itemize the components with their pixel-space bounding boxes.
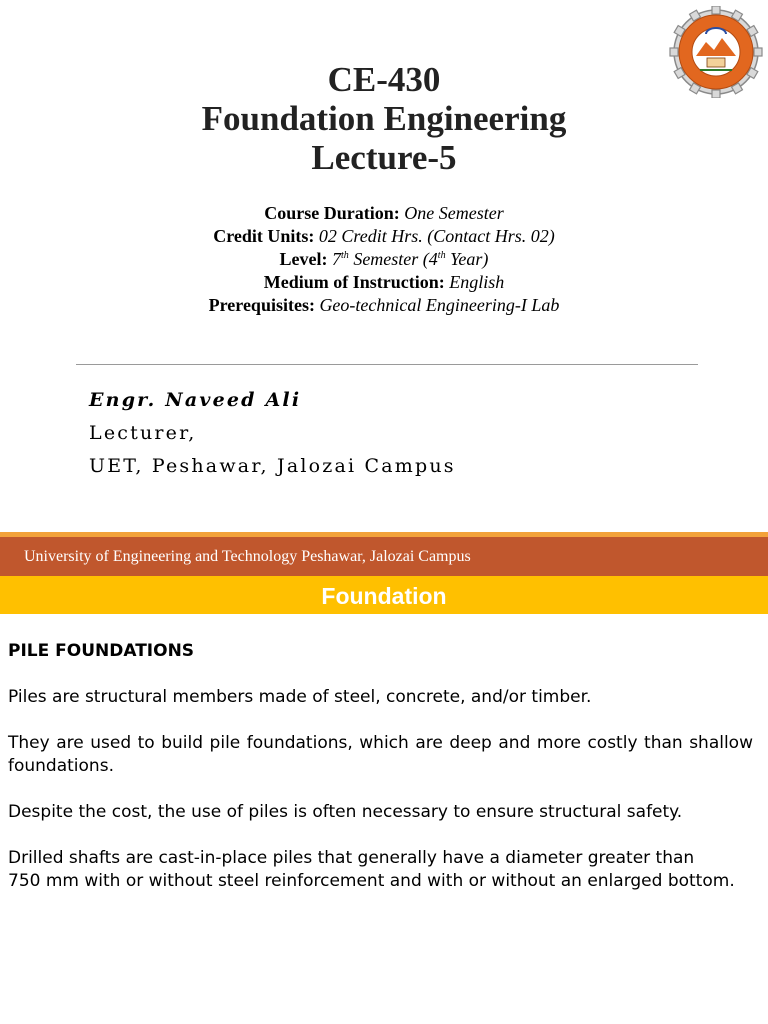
presenter-affiliation: UET, Peshawar, Jalozai Campus: [89, 455, 456, 477]
course-duration-value: One Semester: [404, 203, 504, 223]
title-block: [0, 60, 768, 177]
slide-content: [8, 640, 753, 916]
paragraph-drilled-shafts: [8, 847, 753, 893]
level-year-suffix: Year): [445, 249, 489, 269]
presenter-block: [89, 384, 456, 483]
credit-units-value: 02 Credit Hrs. (Contact Hrs. 02): [318, 226, 555, 246]
presenter-title: Lecturer,: [89, 422, 197, 444]
prerequisites-row: [0, 294, 768, 317]
course-code: CE-430: [327, 60, 441, 99]
level-label: Level:: [279, 249, 328, 269]
paragraph-pile-foundations: They are used to build pile foundations, which are deep and more costly than shallow foundations.: [8, 733, 753, 776]
medium-label: Medium of Instruction:: [263, 272, 445, 292]
medium-value: English: [449, 272, 505, 292]
level-year-text: Semester (4: [348, 249, 438, 269]
medium-row: [0, 271, 768, 294]
content-heading: PILE FOUNDATIONS: [8, 641, 195, 661]
drilled-shafts-line-1: Drilled shafts are cast-in-place piles that generally have a diameter greater than: [8, 848, 695, 868]
level-semester-number: 7: [332, 249, 342, 269]
paragraph-piles-definition: Piles are structural members made of steel, concrete, and/or timber.: [8, 687, 592, 707]
level-value: [332, 249, 488, 269]
level-row: [0, 248, 768, 271]
course-title: Foundation Engineering: [201, 99, 567, 138]
course-info: [0, 202, 768, 317]
university-band: University of Engineering and Technology Peshawar, Jalozai Campus: [0, 537, 768, 576]
course-duration-row: [0, 202, 768, 225]
drilled-shafts-line-2: 750 mm with or without steel reinforcement and with or without an enlarged bottom.: [8, 871, 735, 891]
course-duration-label: Course Duration:: [264, 203, 400, 223]
divider-line: [76, 364, 698, 365]
credit-units-row: [0, 225, 768, 248]
credit-units-label: Credit Units:: [213, 226, 315, 246]
level-semester-ordinal: th: [341, 250, 349, 261]
prerequisites-value: Geo-technical Engineering-I Lab: [319, 295, 560, 315]
level-year-ordinal: th: [437, 250, 446, 261]
section-title-bar: Foundation: [0, 576, 768, 614]
lecture-number: Lecture-5: [311, 138, 457, 177]
prerequisites-label: Prerequisites:: [208, 295, 315, 315]
paragraph-structural-safety: Despite the cost, the use of piles is often necessary to ensure structural safety.: [8, 802, 683, 822]
presenter-name: Engr. Naveed Ali: [89, 389, 302, 411]
